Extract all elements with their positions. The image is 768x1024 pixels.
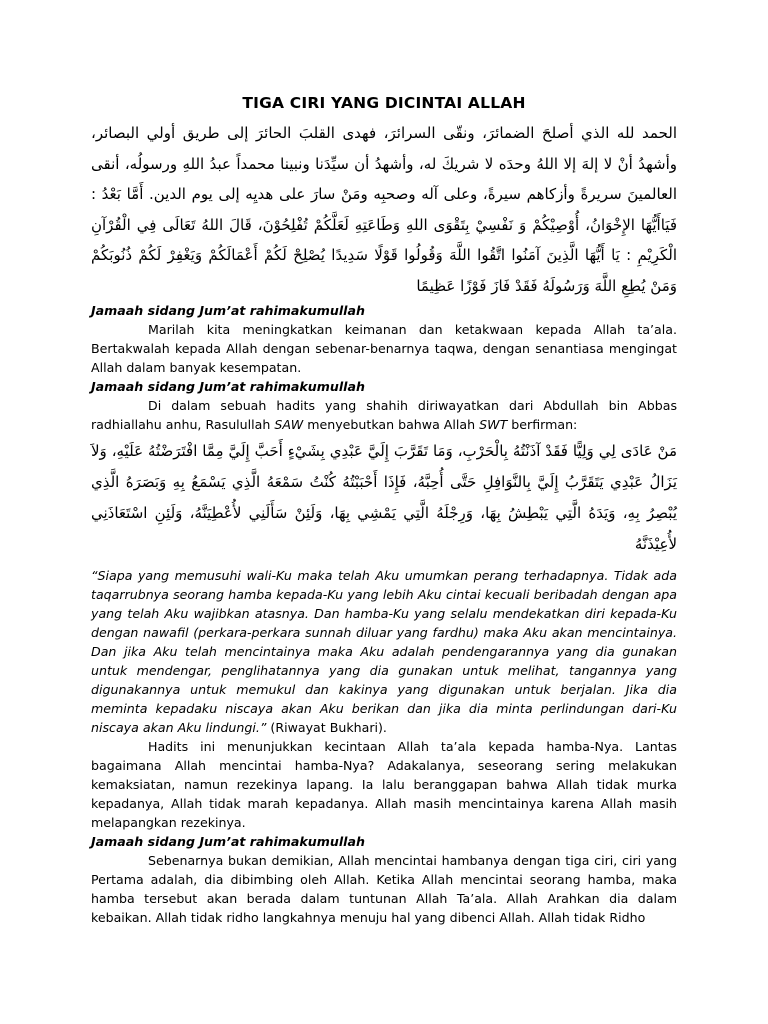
hadith-translation bbox=[91, 566, 677, 737]
translation-text: “Siapa yang memusuhi wali-Ku maka telah Aku umumkan perang terhadapnya. Tidak ada taqarrubnya seorang hamba kepada-Ku yang lebih Aku cintai kecuali beribadah dengan apa yang telah Aku wajibkan atasnya. Dan hamba-Ku yang selalu mendekatkan diri kepada-Ku dengan nawafil (perkara-perkara sunnah diluar yang fardhu) maka Aku akan mencintainya. Dan jika Aku telah mencintainya maka Aku adalah pendengarannya yang dia gunakan untuk mendengar, penglihatannya yang dia gunakan untuk melihat, tangannya yang digunakannya untuk memukul dan kakinya yang digunakan untuk berjalan. Jika dia meminta kepadaku niscaya akan Aku berikan dan jika dia minta perlindungan dari-Ku niscaya akan Aku lindungi.” bbox=[91, 568, 677, 735]
page-title: TIGA CIRI YANG DICINTAI ALLAH bbox=[242, 94, 526, 112]
paragraph: Hadits ini menunjukkan kecintaan Allah ta’ala kepada hamba-Nya. Lantas bagaimana Allah mencintai hamba-Nya? Adakalanya, seseorang sering melakukan kemaksiatan, namun rezekinya lapang. Ia lalu beranggapan bahwa Allah tidak murka kepadanya, Allah tidak marah kepadanya. Allah masih mencintainya karena Allah masih melapangkan rezekinya. bbox=[91, 739, 677, 830]
paragraph-text: menyebutkan bahwa Allah bbox=[303, 417, 480, 432]
section-heading: Jamaah sidang Jum’at rahimakumullah bbox=[91, 303, 365, 318]
hadith-arabic-text: مَنْ عَادَى لِي وَلِيًّا فَقَدْ آذَنْتُهُ بِالْحَرْبِ، وَمَا تَقَرَّبَ إِلَيَّ عَبْدِي بِشَيْءٍ أَحَبَّ إِلَيَّ مِمَّا افْتَرَضْتُهُ عَلَيْهِ، وَلاَ يَزَالُ عَبْدِي يَتَقَرَّبُ إِلَيَّ بِالنَّوَافِلِ حَتَّى أُحِبَّهُ، فَإِذَا أَحْبَبْتُهُ كُنْتُ سَمْعَهُ الَّذِي يَسْمَعُ بِهِ وَبَصَرَهُ الَّذِي يُبْصِرُ بِهِ، وَيَدَهُ الَّتِي يَبْطِشُ بِهَا، وَرِجْلَهُ الَّتِي يَمْشِي بِهَا، وَلَئِنْ سَأَلَنِي لأُعْطِيَنَّهُ، وَلَئِنِ اسْتَعَاذَنِي لأُعِيْذَنَّهُ bbox=[91, 442, 677, 553]
paragraph-text: Di dalam sebuah hadits yang shahih diriwayatkan dari Abdullah bin Abbas radhiallahu anhu, Rasulullah bbox=[91, 398, 677, 432]
paragraph: Sebenarnya bukan demikian, Allah mencintai hambanya dengan tiga ciri, ciri yang Pertama adalah, dia dibimbing oleh Allah. Ketika Allah mencintai seorang hamba, maka hamba tersebut akan berada dalam tuntunan Allah Ta’ala. Allah Arahkan dia dalam kebaikan. Allah tidak ridho langkahnya menuju hal yang dibenci Allah. Allah tidak Ridho bbox=[91, 853, 677, 925]
opening-arabic-text: الحمد لله الذي أصلحَ الضمائرَ، ونقّى السرائرَ، فهدى القلبَ الحائرَ إلى طريق أولي البصائر، وأشهدُ أنْ لا إلهَ إلا اللهُ وحدَه لا شريكَ له، وأشهدُ أن سيِّدَنا ونبينا محمداً عبدُ اللهِ ورسولُه، أنقى العالمينَ سريرةً وأزكاهم سيرةً، وعلى آله وصحبِه ومَنْ سارَ على هديِه إلى يوم الدين. أَمَّا بَعْدُ : فَيَاأَيُّهَا الإِخْوَانُ، أُوْصِيْكُمْ وَ نَفْسِيْ بِتَقْوَى اللهِ وَطَاعَتِهِ لَعَلَّكُمْ تُفْلِحُوْنَ، قَالَ اللهُ تَعَالَى فِي الْقُرْآنِ الْكَرِيْمِ : يَا أَيُّهَا الَّذِينَ آمَنُوا اتَّقُوا اللَّهَ وَقُولُوا قَوْلًا سَدِيدًا يُصْلِحْ لَكُمْ أَعْمَالَكُمْ وَيَغْفِرْ لَكُمْ ذُنُوبَكُمْ وَمَنْ يُطِعِ اللَّهَ وَرَسُولَهُ فَقَدْ فَازَ فَوْزًا عَظِيمًا bbox=[91, 124, 677, 295]
paragraph-text: berfirman: bbox=[507, 417, 578, 432]
paragraph: Marilah kita meningkatkan keimanan dan ketakwaan kepada Allah ta’ala. Bertakwalah kepada Allah dengan sebenar-benarnya taqwa, dengan senantiasa mengingat Allah dalam banyak kesempatan. bbox=[91, 322, 677, 375]
saw-abbrev: SAW bbox=[274, 417, 304, 432]
paragraph-hadith-intro bbox=[91, 396, 677, 434]
section-heading: Jamaah sidang Jum’at rahimakumullah bbox=[91, 379, 365, 394]
section-heading: Jamaah sidang Jum’at rahimakumullah bbox=[91, 834, 365, 849]
swt-abbrev: SWT bbox=[479, 417, 508, 432]
hadith-source: (Riwayat Bukhari). bbox=[266, 720, 387, 735]
